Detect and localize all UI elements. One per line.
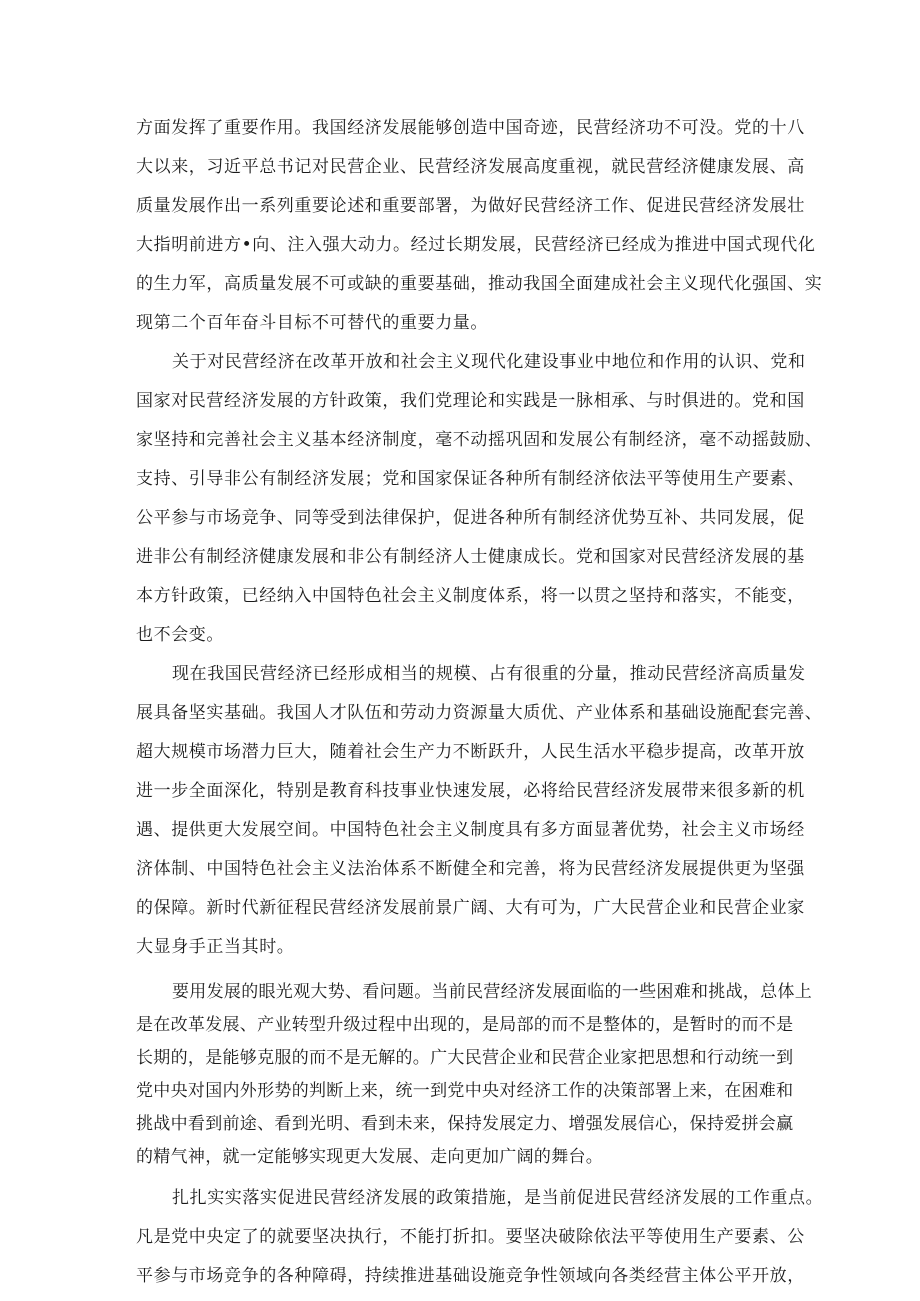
text-line: 要用发展的眼光观大势、看问题。当前民营经济发展面临的一些困难和挑战，总体上 [172, 982, 813, 1002]
text-line: 本方针政策，已经纳入中国特色社会主义制度体系，将一以贯之坚持和落实，不能变， [136, 586, 805, 606]
text-line: 长期的，是能够克服的而不是无解的。广大民营企业和民营企业家把思想和行动统一到 [136, 1048, 794, 1068]
text-line: 也不会变。 [136, 625, 224, 645]
text-line: 超大规模市场潜力巨大，随着社会生产力不断跃升，人民生活水平稳步提高，改革开放 [136, 742, 805, 762]
text-line: 进一步全面深化，特别是教育科技事业快速发展，必将给民营经济发展带来很多新的机 [136, 781, 805, 801]
text-line: 的保障。新时代新征程民营经济发展前景广阔、大有可为，广大民营企业和民营企业家 [136, 898, 805, 918]
text-line: 展具备坚实基础。我国人才队伍和劳动力资源量大质优、产业体系和基础设施配套完善、 [136, 703, 823, 723]
text-line: 是在改革发展、产业转型升级过程中出现的，是局部的而不是整体的，是暂时的而不是 [136, 1015, 794, 1035]
text-line: 现第二个百年奋斗目标不可替代的重要力量。 [136, 313, 488, 333]
text-line: 家坚持和完善社会主义基本经济制度，毫不动摇巩固和发展公有制经济，毫不动摇鼓励、 [136, 430, 823, 450]
text-line: 济体制、中国特色社会主义法治体系不断健全和完善，将为民营经济发展提供更为坚强 [136, 859, 805, 879]
text-line: 质量发展作出一系列重要论述和重要部署，为做好民营经济工作、促进民营经济发展壮 [136, 196, 805, 216]
text-line: 的精气神，就一定能够实现更大发展、走向更加广阔的舞台。 [136, 1147, 604, 1167]
text-line: 党中央对国内外形势的判断上来，统一到党中央对经济工作的决策部署上来，在困难和 [136, 1081, 794, 1101]
text-line: 凡是党中央定了的就要坚决执行，不能打折扣。要坚决破除依法平等使用生产要素、公 [136, 1227, 805, 1247]
text-line: 扎扎实实落实促进民营经济发展的政策措施，是当前促进民营经济发展的工作重点。 [172, 1188, 824, 1208]
text-line: 遇、提供更大发展空间。中国特色社会主义制度具有多方面显著优势，社会主义市场经 [136, 820, 805, 840]
text-line: 的生力军，高质量发展不可或缺的重要基础，推动我国全面建成社会主义现代化强国、实 [136, 274, 823, 294]
text-line: 平参与市场竞争的各种障碍，持续推进基础设施竞争性领域向各类经营主体公平开放， [136, 1266, 805, 1286]
text-line: 支持、引导非公有制经济发展；党和国家保证各种所有制经济依法平等使用生产要素、 [136, 469, 805, 489]
text-line: 大以来，习近平总书记对民营企业、民营经济发展高度重视，就民营经济健康发展、高 [136, 157, 805, 177]
text-line: 关于对民营经济在改革开放和社会主义现代化建设事业中地位和作用的认识、党和 [172, 352, 806, 372]
text-line: 国家对民营经济发展的方针政策，我们党理论和实践是一脉相承、与时俱进的。党和国 [136, 391, 805, 411]
text-line: 大指明前进方•向、注入强大动力。经过长期发展，民营经济已经成为推进中国式现代化 [136, 235, 816, 255]
text-line: 进非公有制经济健康发展和非公有制经济人士健康成长。党和国家对民营经济发展的基 [136, 547, 805, 567]
text-line: 现在我国民营经济已经形成相当的规模、占有很重的分量，推动民营经济高质量发 [172, 664, 806, 684]
text-line: 公平参与市场竞争、同等受到法律保护，促进各种所有制经济优势互补、共同发展，促 [136, 508, 805, 528]
text-line: 挑战中看到前途、看到光明、看到未来，保持发展定力、增强发展信心，保持爱拼会赢 [136, 1114, 794, 1134]
text-line: 大显身手正当其时。 [136, 937, 295, 957]
text-line: 方面发挥了重要作用。我国经济发展能够创造中国奇迹，民营经济功不可没。党的十八 [136, 118, 805, 138]
